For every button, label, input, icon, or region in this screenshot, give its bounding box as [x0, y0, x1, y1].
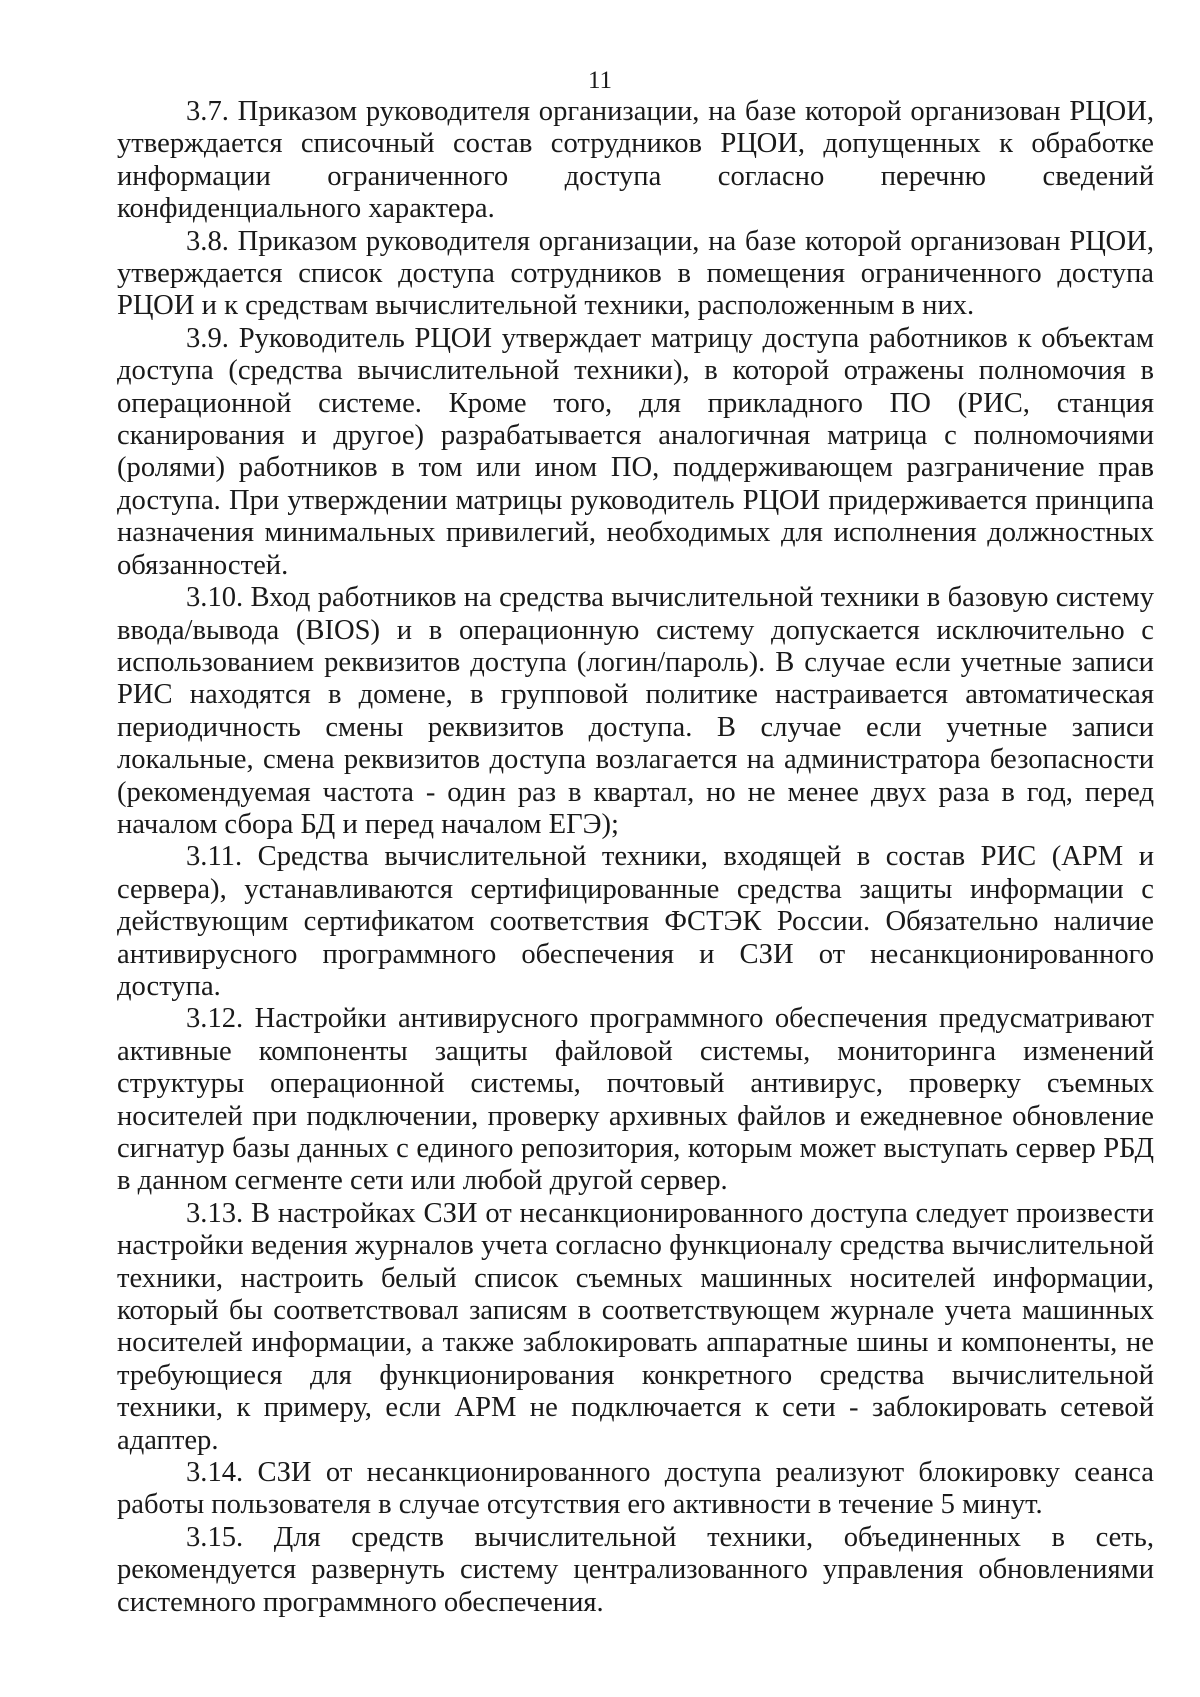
paragraph-text: Вход работников на средства вычислительной техники в базовую систему ввода/вывода (BIOS) и в операционную систему допускается исключительно с использованием реквизитов доступа (логин/пароль). В случае если учетные записи РИС находятся в домене, в групповой политике настраивается автоматическая периодичность смены реквизитов доступа. В случае если учетные записи локальные, смена реквизитов доступа возлагается на администратора безопасности (рекомендуемая частота - один раз в квартал, но не менее двух раза в год, перед началом сбора БД и перед началом ЕГЭ); [117, 582, 1154, 840]
paragraph-number: 3.14. [186, 1457, 244, 1489]
paragraph-number: 3.12. [186, 1003, 244, 1035]
paragraph-text: Приказом руководителя организации, на базе которой организован РЦОИ, утверждается список доступа сотрудников в помещения ограниченного доступа РЦОИ и к средствам вычислительной техники, расположенным в них. [117, 225, 1154, 322]
paragraph-3-9 [117, 323, 1154, 582]
paragraph-number: 3.10. [186, 582, 244, 614]
page-number: 11 [587, 67, 613, 94]
paragraph-number: 3.13. [186, 1197, 244, 1229]
paragraph-text: СЗИ от несанкционированного доступа реализуют блокировку сеанса работы пользователя в случае отсутствия его активности в течение 5 минут. [117, 1457, 1155, 1521]
paragraph-text: Настройки антивирусного программного обеспечения предусматривают активные компоненты защиты файловой системы, мониторинга изменений структуры операционной системы, почтовый антивирус, проверку съемных носителей при подключении, проверку архивных файлов и ежедневное обновление сигнатур базы данных с единого репозитория, которым может выступать сервер РБД в данном сегменте сети или любой другой сервер. [117, 1003, 1154, 1197]
paragraph-3-15 [117, 1522, 1154, 1619]
paragraph-number: 3.11. [186, 841, 243, 873]
paragraph-text: В настройках СЗИ от несанкционированного доступа следует произвести настройки ведения журналов учета согласно функционалу средства вычислительной техники, настроить белый список съемных машинных носителей информации, который бы соответствовал записям в соответствующем журнале учета машинных носителей информации, а также заблокировать аппаратные шины и компоненты, не требующиеся для функционирования конкретного средства вычислительной техники, к примеру, если АРМ не подключается к сети - заблокировать сетевой адаптер. [117, 1197, 1154, 1456]
paragraph-3-10 [117, 582, 1154, 841]
paragraph-number: 3.15. [186, 1521, 244, 1553]
paragraph-3-13 [117, 1198, 1154, 1457]
paragraph-text: Приказом руководителя организации, на базе которой организован РЦОИ, утверждается списочный состав сотрудников РЦОИ, допущенных к обработке информации ограниченного доступа согласно перечню сведений конфиденциального характера. [117, 96, 1154, 225]
paragraph-3-12 [117, 1003, 1154, 1197]
paragraph-3-7 [117, 96, 1154, 226]
document-body [117, 96, 1154, 1619]
paragraph-text: Руководитель РЦОИ утверждает матрицу доступа работников к объектам доступа (средства вычислительной техники), в которой отражены полномочия в операционной системе. Кроме того, для прикладного ПО (РИС, станция сканирования и другое) разрабатывается аналогичная матрица с полномочиями (ролями) работников в том или ином ПО, поддерживающем разграничение прав доступа. При утверждении матрицы руководитель РЦОИ придерживается принципа назначения минимальных привилегий, необходимых для исполнения должностных обязанностей. [117, 322, 1154, 581]
paragraph-number: 3.7. [186, 96, 229, 127]
paragraph-number: 3.8. [186, 225, 229, 257]
paragraph-3-8 [117, 226, 1154, 323]
paragraph-text: Для средств вычислительной техники, объединенных в сеть, рекомендуется развернуть систему централизованного управления обновлениями системного программного обеспечения. [117, 1521, 1154, 1618]
paragraph-3-11 [117, 841, 1154, 1003]
paragraph-3-14 [117, 1457, 1154, 1522]
paragraph-text: Средства вычислительной техники, входящей в состав РИС (АРМ и сервера), устанавливаются сертифицированные средства защиты информации с действующим сертификатом соответствия ФСТЭК России. Обязательно наличие антивирусного программного обеспечения и СЗИ от несанкционированного доступа. [117, 841, 1154, 1002]
paragraph-number: 3.9. [186, 322, 229, 354]
